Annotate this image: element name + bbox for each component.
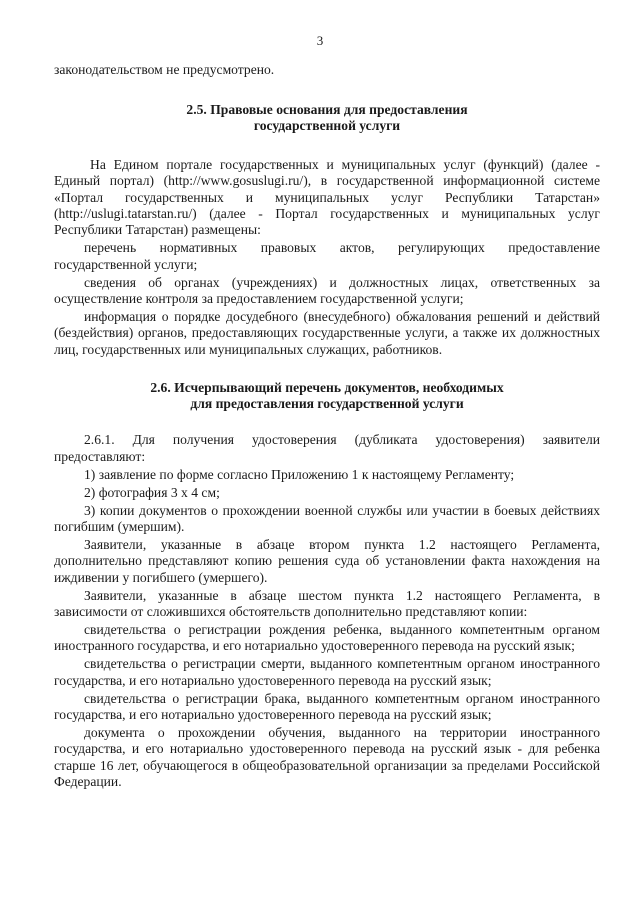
paragraph: перечень нормативных правовых актов, регулирующих предоставление государственной услуги;: [54, 240, 600, 272]
list-item: 1) заявление по форме согласно Приложению 1 к настоящему Регламенту;: [84, 466, 515, 482]
section-2-5-heading-line-2: государственной услуги: [253, 118, 401, 134]
lead-line: законодательством не предусмотрено.: [54, 62, 275, 77]
section-2-5-heading-line-1: 2.5. Правовые основания для предоставления: [186, 101, 468, 117]
paragraph: свидетельства о регистрации брака, выданного компетентным органом иностранного государства, и его нотариально удостоверенного перевода на русский язык;: [54, 690, 600, 722]
paragraph: документа о прохождении обучения, выданного на территории иностранного государства, и его нотариально удостоверенного перевода на русский язык - для ребенка старше 16 лет, обучающегося в общеобразовательной организации за пределами Российской Федерации.: [54, 724, 600, 790]
list-item: 2) фотография 3 х 4 см;: [84, 484, 220, 500]
paragraph: сведения об органах (учреждениях) и должностных лицах, ответственных за осуществление контроля за предоставлением государственной услуги;: [54, 274, 600, 306]
paragraph: информация о порядке досудебного (внесудебного) обжалования решений и действий (бездействия) органов, предоставляющих государственные услуги, а также их должностных лиц, государственных или муниципальных служащих, работников.: [54, 308, 600, 357]
paragraph: свидетельства о регистрации смерти, выданного компетентным органом иностранного государства, и его нотариально удостоверенного перевода на русский язык;: [54, 656, 600, 688]
paragraph: На Едином портале государственных и муниципальных услуг (функций) (далее - Единый портал) (http://www.gosuslugi.ru/), в государственной информационной системе «Портал государственных и муниципальных услуг Республики Татарстан» (http://uslugi.tatarstan.ru/) (далее - Портал государственных и муниципальных услуг Республики Татарстан) размещены:: [54, 156, 600, 238]
paragraph: Заявители, указанные в абзаце втором пункта 1.2 настоящего Регламента, дополнительно представляют копию решения суда об установлении факта нахождения на иждивении у погибшего (умершего).: [54, 536, 600, 585]
page-number: 3: [316, 33, 324, 48]
section-2-6-heading-line-1: 2.6. Исчерпывающий перечень документов, необходимых: [150, 379, 504, 395]
paragraph: Заявители, указанные в абзаце шестом пункта 1.2 настоящего Регламента, в зависимости от сложившихся обстоятельств дополнительно представляют копии:: [54, 587, 600, 619]
document-body: [54, 62, 600, 792]
paragraph: свидетельства о регистрации рождения ребенка, выданного компетентным органом иностранного государства, и его нотариально удостоверенного перевода на русский язык;: [54, 621, 600, 654]
section-2-6-heading-line-2: для предоставления государственной услуги: [190, 396, 464, 411]
list-item: 3) копии документов о прохождении военной службы или участии в боевых действиях погибшим (умершим).: [54, 502, 600, 534]
paragraph: 2.6.1. Для получения удостоверения (дубликата удостоверения) заявители предоставляют:: [54, 432, 600, 464]
